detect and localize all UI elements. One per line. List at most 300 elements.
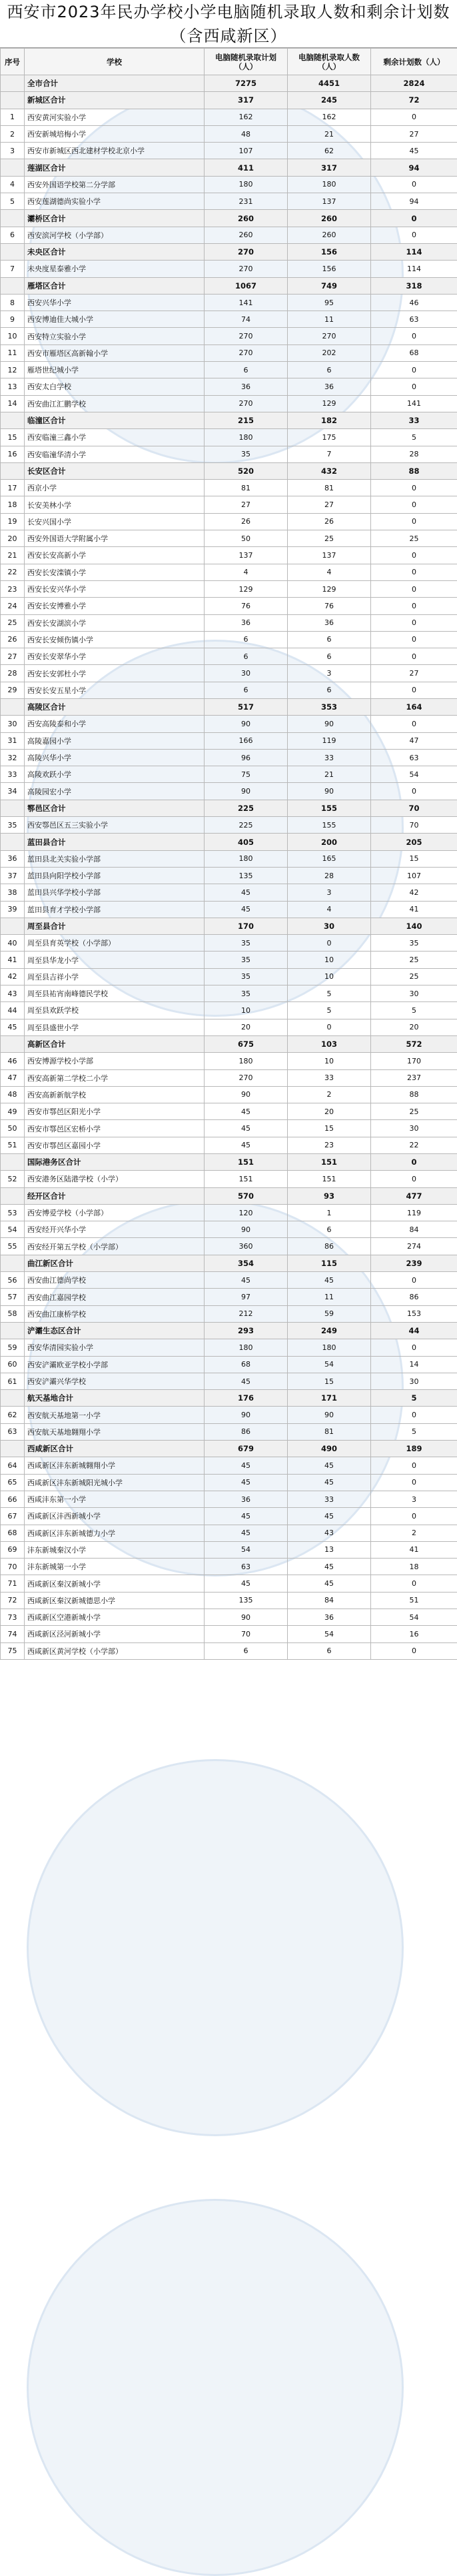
remaining-count: 274: [371, 1238, 457, 1255]
school-name: 西咸新区沣东新城阳光城小学: [25, 1474, 205, 1491]
remaining-count: 88: [371, 462, 457, 479]
table-row: [1, 732, 457, 749]
remaining-count: 25: [371, 1103, 457, 1120]
table-row: [1, 480, 457, 496]
row-number: [1, 1187, 25, 1204]
title-line-2: （含西咸新区）: [0, 24, 457, 48]
admitted-count: 6: [288, 1642, 371, 1659]
table-row: [1, 1137, 457, 1153]
school-name: 西安博爱学校（小学部）: [25, 1204, 205, 1221]
row-number: [1, 277, 25, 294]
row-number: [1, 918, 25, 934]
row-number: [1, 698, 25, 715]
remaining-count: 0: [371, 480, 457, 496]
remaining-count: 5: [371, 429, 457, 446]
school-name: 长安兴国小学: [25, 513, 205, 530]
school-name: 未央区合计: [25, 243, 205, 260]
subtotal-row: [1, 277, 457, 294]
plan-count: 6: [205, 682, 288, 698]
table-row: [1, 344, 457, 361]
admitted-count: 155: [288, 800, 371, 816]
school-name: 西安博源学校小学部: [25, 1053, 205, 1069]
plan-count: 6: [205, 1642, 288, 1659]
admission-table: [0, 48, 457, 1660]
subtotal-row: [1, 1255, 457, 1271]
row-number: [1, 1441, 25, 1457]
remaining-count: 84: [371, 1221, 457, 1238]
school-name: 长安区合计: [25, 462, 205, 479]
plan-count: 27: [205, 496, 288, 513]
table-row: [1, 716, 457, 732]
admitted-count: 45: [288, 1457, 371, 1474]
admitted-count: 6: [288, 1221, 371, 1238]
row-number: 38: [1, 884, 25, 901]
row-number: 43: [1, 985, 25, 1002]
plan-count: 76: [205, 598, 288, 614]
row-number: 22: [1, 564, 25, 580]
school-name: 高陵嘉园小学: [25, 732, 205, 749]
subtotal-row: [1, 1035, 457, 1052]
plan-count: 45: [205, 1525, 288, 1541]
school-name: 西安长安湖滨小学: [25, 614, 205, 631]
table-row: [1, 1238, 457, 1255]
table-row: [1, 395, 457, 412]
row-number: 62: [1, 1407, 25, 1423]
admitted-count: 353: [288, 698, 371, 715]
plan-count: 170: [205, 918, 288, 934]
plan-count: 26: [205, 513, 288, 530]
title-line-1: 西安市2023年民办学校小学电脑随机录取人数和剩余计划数: [0, 0, 457, 24]
school-name: 新城区合计: [25, 92, 205, 109]
row-number: 46: [1, 1053, 25, 1069]
table-row: [1, 817, 457, 834]
plan-count: 360: [205, 1238, 288, 1255]
plan-count: 45: [205, 1575, 288, 1592]
row-number: 69: [1, 1541, 25, 1558]
table-row: [1, 1626, 457, 1642]
admitted-count: 171: [288, 1390, 371, 1407]
school-name: 周至县合计: [25, 918, 205, 934]
header-remaining: 剩余计划数（人）: [371, 49, 457, 75]
row-number: 29: [1, 682, 25, 698]
plan-count: 225: [205, 817, 288, 834]
plan-count: 517: [205, 698, 288, 715]
subtotal-row: [1, 92, 457, 109]
table-row: [1, 1609, 457, 1626]
admitted-count: 137: [288, 193, 371, 210]
row-number: 73: [1, 1609, 25, 1626]
table-row: [1, 109, 457, 125]
table-row: [1, 749, 457, 766]
remaining-count: 0: [371, 614, 457, 631]
plan-count: 90: [205, 783, 288, 800]
admitted-count: 59: [288, 1305, 371, 1322]
school-name: 蓝田县兴华学校小学部: [25, 884, 205, 901]
plan-count: 90: [205, 1609, 288, 1626]
school-name: 全市合计: [25, 75, 205, 92]
plan-count: 293: [205, 1322, 288, 1339]
table-row: [1, 1373, 457, 1389]
school-name: 西咸新区沣东新城德力小学: [25, 1525, 205, 1541]
row-number: 15: [1, 429, 25, 446]
table-row: [1, 378, 457, 395]
remaining-count: 0: [371, 1171, 457, 1187]
table-row: [1, 1575, 457, 1592]
table-row: [1, 985, 457, 1002]
table-row: [1, 1305, 457, 1322]
plan-count: 90: [205, 1407, 288, 1423]
plan-count: 270: [205, 243, 288, 260]
row-number: 74: [1, 1626, 25, 1642]
row-number: [1, 462, 25, 479]
school-name: 未央度星泰雅小学: [25, 261, 205, 277]
row-number: 13: [1, 378, 25, 395]
school-name: 莲湖区合计: [25, 159, 205, 176]
school-name: 西安市新城区西北建材学校北京小学: [25, 143, 205, 159]
admitted-count: 10: [288, 968, 371, 985]
table-row: [1, 1491, 457, 1507]
school-name: 鄠邑区合计: [25, 800, 205, 816]
subtotal-row: [1, 412, 457, 428]
table-row: [1, 1407, 457, 1423]
table-row: [1, 496, 457, 513]
row-number: 5: [1, 193, 25, 210]
plan-count: 35: [205, 935, 288, 952]
remaining-count: 44: [371, 1322, 457, 1339]
plan-count: 97: [205, 1289, 288, 1305]
plan-count: 270: [205, 395, 288, 412]
table-row: [1, 362, 457, 378]
school-name: 西安黄河实验小学: [25, 109, 205, 125]
plan-count: 45: [205, 1272, 288, 1289]
admitted-count: 30: [288, 918, 371, 934]
row-number: 45: [1, 1019, 25, 1035]
plan-count: 180: [205, 176, 288, 193]
row-number: 26: [1, 631, 25, 648]
row-number: [1, 243, 25, 260]
admitted-count: 260: [288, 210, 371, 227]
table-row: [1, 598, 457, 614]
row-number: 40: [1, 935, 25, 952]
school-name: 周至县欢跃学校: [25, 1002, 205, 1019]
table-row: [1, 530, 457, 547]
remaining-count: 0: [371, 1154, 457, 1171]
remaining-count: 0: [371, 564, 457, 580]
admitted-count: 4451: [288, 75, 371, 92]
subtotal-row: [1, 800, 457, 816]
plan-count: 54: [205, 1541, 288, 1558]
admitted-count: 36: [288, 614, 371, 631]
school-name: 西安市鄠邑区宏桥小学: [25, 1120, 205, 1137]
row-number: 47: [1, 1069, 25, 1086]
row-number: 3: [1, 143, 25, 159]
table-row: [1, 1221, 457, 1238]
school-name: 沣东新城秦汉小学: [25, 1541, 205, 1558]
plan-count: 270: [205, 261, 288, 277]
row-number: 63: [1, 1423, 25, 1440]
admitted-count: 28: [288, 867, 371, 884]
table-row: [1, 176, 457, 193]
school-name: 西咸新区沣西新城小学: [25, 1508, 205, 1525]
remaining-count: 5: [371, 1390, 457, 1407]
plan-count: 90: [205, 716, 288, 732]
plan-count: 231: [205, 193, 288, 210]
row-number: 25: [1, 614, 25, 631]
admitted-count: 156: [288, 243, 371, 260]
admitted-count: 162: [288, 109, 371, 125]
school-name: 周至县吉祥小学: [25, 968, 205, 985]
plan-count: 96: [205, 749, 288, 766]
plan-count: 135: [205, 867, 288, 884]
school-name: 西安莲湖德尚实验小学: [25, 193, 205, 210]
school-name: 蓝田县北关实验小学部: [25, 850, 205, 867]
school-name: 西安华清园实验小学: [25, 1339, 205, 1356]
plan-count: 81: [205, 480, 288, 496]
remaining-count: 0: [371, 513, 457, 530]
row-number: 17: [1, 480, 25, 496]
table-row: [1, 631, 457, 648]
plan-count: 35: [205, 446, 288, 462]
school-name: 西安高陵泰和小学: [25, 716, 205, 732]
table-row: [1, 648, 457, 665]
remaining-count: 572: [371, 1035, 457, 1052]
table-row: [1, 547, 457, 564]
plan-count: 679: [205, 1441, 288, 1457]
remaining-count: 141: [371, 395, 457, 412]
remaining-count: 86: [371, 1289, 457, 1305]
row-number: 20: [1, 530, 25, 547]
remaining-count: 54: [371, 766, 457, 783]
plan-count: 45: [205, 1103, 288, 1120]
admitted-count: 27: [288, 496, 371, 513]
table-row: [1, 614, 457, 631]
table-row: [1, 682, 457, 698]
school-name: 蓝田县向阳学校小学部: [25, 867, 205, 884]
plan-count: 86: [205, 1423, 288, 1440]
school-name: 西安滨河学校（小学部）: [25, 227, 205, 243]
admitted-count: 10: [288, 1053, 371, 1069]
school-name: 西安长安滦镇小学: [25, 564, 205, 580]
admitted-count: 270: [288, 328, 371, 344]
school-name: 西安长安五星小学: [25, 682, 205, 698]
plan-count: 212: [205, 1305, 288, 1322]
admitted-count: 0: [288, 1019, 371, 1035]
remaining-count: 0: [371, 1474, 457, 1491]
school-name: 临潼区合计: [25, 412, 205, 428]
school-name: 西安临潼三鑫小学: [25, 429, 205, 446]
school-name: 西安外国语学校第二分学部: [25, 176, 205, 193]
remaining-count: 164: [371, 698, 457, 715]
admitted-count: 4: [288, 564, 371, 580]
subtotal-row: [1, 1322, 457, 1339]
table-row: [1, 261, 457, 277]
admitted-count: 33: [288, 749, 371, 766]
plan-count: 151: [205, 1171, 288, 1187]
row-number: [1, 92, 25, 109]
plan-count: 48: [205, 125, 288, 142]
remaining-count: 114: [371, 243, 457, 260]
remaining-count: 18: [371, 1559, 457, 1575]
remaining-count: 25: [371, 952, 457, 968]
admitted-count: 25: [288, 530, 371, 547]
remaining-count: 3: [371, 1491, 457, 1507]
remaining-count: 0: [371, 648, 457, 665]
admitted-count: 10: [288, 952, 371, 968]
school-name: 高陵园宏小学: [25, 783, 205, 800]
admitted-count: 21: [288, 125, 371, 142]
table-row: [1, 1508, 457, 1525]
sheet-title: [0, 0, 457, 48]
school-name: 西咸新区沣东新城翱翔小学: [25, 1457, 205, 1474]
watermark-logo: [27, 2199, 404, 2576]
school-name: 西安曲江德尚学校: [25, 1272, 205, 1289]
table-row: [1, 867, 457, 884]
row-number: 65: [1, 1474, 25, 1491]
admitted-count: 45: [288, 1272, 371, 1289]
plan-count: 45: [205, 1373, 288, 1389]
remaining-count: 0: [371, 210, 457, 227]
row-number: 21: [1, 547, 25, 564]
remaining-count: 0: [371, 598, 457, 614]
school-name: 经开区合计: [25, 1187, 205, 1204]
header-admitted: 电脑随机录取人数（人）: [288, 49, 371, 75]
plan-count: 50: [205, 530, 288, 547]
school-name: 西京小学: [25, 480, 205, 496]
row-number: 68: [1, 1525, 25, 1541]
row-number: 71: [1, 1575, 25, 1592]
plan-count: 90: [205, 1221, 288, 1238]
plan-count: 162: [205, 109, 288, 125]
admitted-count: 749: [288, 277, 371, 294]
admitted-count: 15: [288, 1120, 371, 1137]
row-number: 53: [1, 1204, 25, 1221]
plan-count: 215: [205, 412, 288, 428]
remaining-count: 0: [371, 547, 457, 564]
plan-count: 36: [205, 1491, 288, 1507]
admitted-count: 182: [288, 412, 371, 428]
row-number: 51: [1, 1137, 25, 1153]
subtotal-row: [1, 918, 457, 934]
admitted-count: 11: [288, 311, 371, 328]
table-row: [1, 884, 457, 901]
remaining-count: 41: [371, 901, 457, 918]
plan-count: 75: [205, 766, 288, 783]
admitted-count: 33: [288, 1069, 371, 1086]
table-row: [1, 1069, 457, 1086]
table-row: [1, 1289, 457, 1305]
remaining-count: 170: [371, 1053, 457, 1069]
admitted-count: 115: [288, 1255, 371, 1271]
subtotal-row: [1, 834, 457, 850]
remaining-count: 63: [371, 749, 457, 766]
school-name: 高陵区合计: [25, 698, 205, 715]
remaining-count: 107: [371, 867, 457, 884]
school-name: 西安港务区陆港学校（小学）: [25, 1171, 205, 1187]
admitted-count: 119: [288, 732, 371, 749]
table-row: [1, 1541, 457, 1558]
school-name: 周至县育英学校（小学部）: [25, 935, 205, 952]
admitted-count: 175: [288, 429, 371, 446]
admitted-count: 490: [288, 1441, 371, 1457]
subtotal-row: [1, 1441, 457, 1457]
plan-count: 30: [205, 665, 288, 682]
plan-count: 675: [205, 1035, 288, 1052]
row-number: 55: [1, 1238, 25, 1255]
admitted-count: 6: [288, 682, 371, 698]
school-name: 西安曲江嘉园学校: [25, 1289, 205, 1305]
plan-count: 141: [205, 294, 288, 311]
remaining-count: 15: [371, 850, 457, 867]
school-name: 西安特立实验小学: [25, 328, 205, 344]
row-number: 18: [1, 496, 25, 513]
plan-count: 35: [205, 968, 288, 985]
table-row: [1, 1339, 457, 1356]
plan-count: 180: [205, 850, 288, 867]
row-number: 61: [1, 1373, 25, 1389]
subtotal-row: [1, 159, 457, 176]
admitted-count: 54: [288, 1626, 371, 1642]
remaining-count: 16: [371, 1626, 457, 1642]
row-number: 2: [1, 125, 25, 142]
plan-count: 270: [205, 1069, 288, 1086]
table-row: [1, 1474, 457, 1491]
table-row: [1, 1356, 457, 1373]
row-number: 58: [1, 1305, 25, 1322]
school-name: 西安外国语大学附属小学: [25, 530, 205, 547]
row-number: 35: [1, 817, 25, 834]
admitted-count: 103: [288, 1035, 371, 1052]
row-number: 32: [1, 749, 25, 766]
school-name: 国际港务区合计: [25, 1154, 205, 1171]
admitted-count: 129: [288, 580, 371, 597]
row-number: 4: [1, 176, 25, 193]
row-number: 70: [1, 1559, 25, 1575]
admitted-count: 2: [288, 1086, 371, 1103]
table-row: [1, 1423, 457, 1440]
school-name: 高陵欢跃小学: [25, 766, 205, 783]
row-number: 30: [1, 716, 25, 732]
plan-count: 63: [205, 1559, 288, 1575]
table-row: [1, 1002, 457, 1019]
admitted-count: 36: [288, 1609, 371, 1626]
remaining-count: 63: [371, 311, 457, 328]
admitted-count: 6: [288, 648, 371, 665]
admitted-count: 200: [288, 834, 371, 850]
admitted-count: 245: [288, 92, 371, 109]
row-number: 72: [1, 1592, 25, 1609]
plan-count: 68: [205, 1356, 288, 1373]
row-number: 50: [1, 1120, 25, 1137]
school-name: 西安长安兴华小学: [25, 580, 205, 597]
row-number: 57: [1, 1289, 25, 1305]
plan-count: 180: [205, 1053, 288, 1069]
row-number: [1, 1322, 25, 1339]
row-number: 56: [1, 1272, 25, 1289]
remaining-count: 114: [371, 261, 457, 277]
table-row: [1, 294, 457, 311]
row-number: 33: [1, 766, 25, 783]
admitted-count: 3: [288, 665, 371, 682]
plan-count: 225: [205, 800, 288, 816]
admitted-count: 76: [288, 598, 371, 614]
school-name: 西安浐灞欧亚学校小学部: [25, 1356, 205, 1373]
school-name: 西安兴华小学: [25, 294, 205, 311]
row-number: [1, 800, 25, 816]
remaining-count: 42: [371, 884, 457, 901]
subtotal-row: [1, 243, 457, 260]
remaining-count: 0: [371, 362, 457, 378]
remaining-count: 94: [371, 159, 457, 176]
